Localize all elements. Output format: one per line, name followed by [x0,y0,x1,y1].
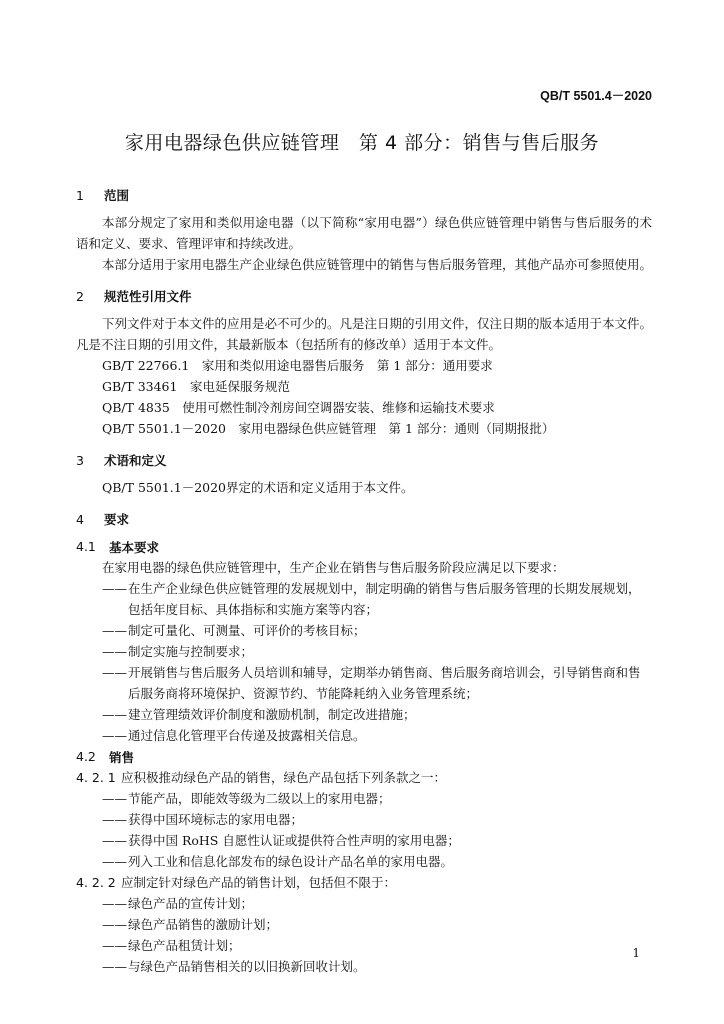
section-number: 1 [76,187,84,203]
clause-text: 应积极推动绿色产品的销售，绿色产品包括下列条款之一： [121,770,447,785]
paragraph: 下列文件对于本文件的应用是必不可少的。凡是注日期的引用文件，仅注日期的版本适用于本文件。凡是不注日期的引用文件，其最新版本（包括所有的修改单）适用于本文件。 [76,316,653,352]
list-item: ——绿色产品销售的激励计划； [102,917,279,932]
paragraph: 本部分适用于家用电器生产企业绿色供应链管理中的销售与售后服务管理，其他产品亦可参照使用。 [102,257,653,272]
list-item: ——绿色产品的宣传计划； [102,896,254,911]
subsection-title: 销售 [109,749,135,765]
section-title: 规范性引用文件 [104,289,192,304]
list-item: ——节能产品，即能效等级为二级以上的家用电器； [102,791,391,806]
list-item-continuation: 后服务商将环境保护、资源节约、节能降耗纳入业务管理系统； [128,686,479,701]
reference-item: GB/T 33461 家电延保服务规范 [102,379,290,394]
list-item: ——通过信息化管理平台传递及披露相关信息。 [102,728,366,743]
subsection-number: 4.1 [76,539,96,554]
section-heading [76,508,652,530]
reference-item: QB/T 5501.1－2020 家用电器绿色供应链管理 第 1 部分：通则（同期报批） [102,421,555,436]
list-item: ——开展销售与售后服务人员培训和辅导，定期举办销售商、售后服务商培训会，引导销售商和售 [102,665,641,680]
list-item-continuation: 包括年度目标、具体指标和实施方案等内容； [128,602,379,617]
list-item: ——列入工业和信息化部发布的绿色设计产品名单的家用电器。 [102,854,454,869]
list-item: ——制定可量化、可测量、可评价的考核目标； [102,623,366,638]
clause-number: 4. 2. 1 [76,770,116,785]
reference-item: GB/T 22766.1 家用和类似用途电器售后服务 第 1 部分：通用要求 [102,358,493,373]
subsection-number: 4.2 [76,749,96,764]
list-item: ——获得中国 RoHS 自愿性认证或提供符合性声明的家用电器； [102,833,460,848]
section-heading [76,449,652,471]
subsection-heading [76,746,652,767]
paragraph: 在家用电器的绿色供应链管理中，生产企业在销售与售后服务阶段应满足以下要求： [102,560,565,575]
section-title: 要求 [104,512,130,527]
list-item: ——绿色产品租赁计划； [102,938,241,953]
clause [76,872,652,893]
clause [76,767,652,788]
section-number: 2 [76,288,84,304]
paragraph: 本部分规定了家用和类似用途电器（以下简称“家用电器”）绿色供应链管理中销售与售后服务的术语和定义、要求、管理评审和持续改进。 [76,215,652,251]
list-item: ——与绿色产品销售相关的以旧换新回收计划。 [102,959,366,974]
section-heading [76,184,652,206]
page-number: 1 [632,946,640,960]
section-title: 术语和定义 [104,453,167,468]
section-number: 4 [76,511,84,527]
document-body [76,180,652,977]
subsection-title: 基本要求 [109,539,160,555]
reference-item: QB/T 4835 使用可燃性制冷剂房间空调器安装、维修和运输技术要求 [102,400,495,415]
clause-number: 4. 2. 2 [76,875,116,890]
subsection-heading [76,536,652,557]
section-heading [76,285,652,307]
section-title: 范围 [104,188,130,203]
list-item: ——建立管理绩效评价制度和激励机制，制定改进措施； [102,707,416,722]
section-number: 3 [76,452,84,468]
clause-text: 应制定针对绿色产品的销售计划，包括但不限于： [121,875,397,890]
list-item: ——制定实施与控制要求； [102,644,254,659]
list-item: ——在生产企业绿色供应链管理的发展规划中，制定明确的销售与售后服务管理的长期发展规划， [102,581,641,596]
document-title: 家用电器绿色供应链管理 第 4 部分：销售与售后服务 [124,132,600,154]
standard-code: QB/T 5501.4－2020 [540,89,652,103]
paragraph: QB/T 5501.1－2020界定的术语和定义适用于本文件。 [102,480,414,495]
list-item: ——获得中国环境标志的家用电器； [102,812,304,827]
